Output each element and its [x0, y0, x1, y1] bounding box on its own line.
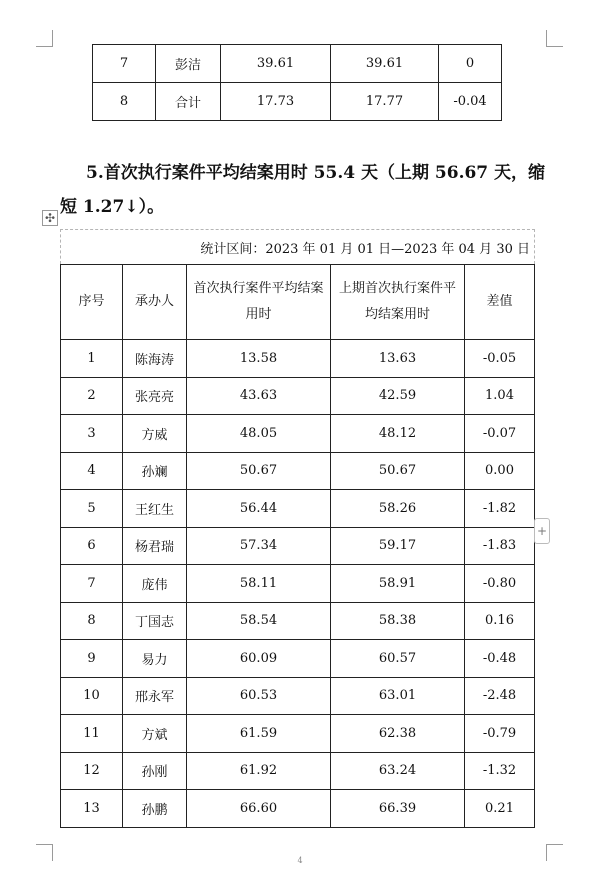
cell-difference: -1.82 — [465, 490, 535, 528]
table-row — [61, 677, 535, 715]
cell-previous: 39.61 — [331, 45, 439, 83]
cell-previous: 17.77 — [331, 83, 439, 121]
cell-previous: 66.39 — [331, 790, 465, 828]
cell-current: 13.58 — [187, 340, 331, 378]
cell-current: 48.05 — [187, 415, 331, 453]
cell-previous: 13.63 — [331, 340, 465, 378]
cell-index: 11 — [61, 715, 123, 753]
cell-current: 58.11 — [187, 565, 331, 603]
cell-current: 50.67 — [187, 452, 331, 490]
cell-handler: 孙斓 — [123, 452, 187, 490]
cell-handler: 王红生 — [123, 490, 187, 528]
cell-current: 56.44 — [187, 490, 331, 528]
add-column-icon[interactable]: + — [534, 518, 550, 544]
period-text: 统计区间：2023 年 01 月 01 日—2023 年 04 月 30 日 — [200, 242, 530, 257]
cell-index: 9 — [61, 640, 123, 678]
cell-previous: 62.38 — [331, 715, 465, 753]
cell-handler: 丁国志 — [123, 602, 187, 640]
cell-difference: 0.16 — [465, 602, 535, 640]
page-corner-mark — [36, 30, 53, 47]
cell-index: 10 — [61, 677, 123, 715]
cell-handler: 庞伟 — [123, 565, 187, 603]
table-move-icon[interactable]: ✣ — [42, 210, 58, 226]
table-row — [61, 640, 535, 678]
cell-difference: 0 — [439, 45, 502, 83]
table-row — [61, 565, 535, 603]
cell-index: 4 — [61, 452, 123, 490]
cell-index: 7 — [61, 565, 123, 603]
cell-previous: 50.67 — [331, 452, 465, 490]
page-corner-mark — [546, 30, 563, 47]
table-row — [61, 415, 535, 453]
cell-difference: 1.04 — [465, 377, 535, 415]
cell-handler: 合计 — [156, 83, 221, 121]
table-row — [61, 790, 535, 828]
period-row — [60, 229, 535, 264]
cell-difference: 0.21 — [465, 790, 535, 828]
cell-handler: 彭洁 — [156, 45, 221, 83]
header-previous-time: 上期首次执行案件平均结案用时 — [331, 265, 465, 340]
cell-previous: 42.59 — [331, 377, 465, 415]
cell-index: 12 — [61, 752, 123, 790]
cell-handler: 杨君瑞 — [123, 527, 187, 565]
cell-index: 5 — [61, 490, 123, 528]
heading-line-1: 5.首次执行案件平均结案用时 55.4 天（上期 56.67 天，缩 — [86, 163, 546, 183]
cell-previous: 58.26 — [331, 490, 465, 528]
main-table — [60, 264, 535, 828]
cell-current: 17.73 — [221, 83, 331, 121]
cell-current: 60.53 — [187, 677, 331, 715]
cell-index: 8 — [61, 602, 123, 640]
cell-handler: 方斌 — [123, 715, 187, 753]
cell-current: 39.61 — [221, 45, 331, 83]
cell-previous: 58.38 — [331, 602, 465, 640]
table-row — [61, 602, 535, 640]
cell-current: 61.59 — [187, 715, 331, 753]
cell-previous: 63.24 — [331, 752, 465, 790]
cell-difference: -0.05 — [465, 340, 535, 378]
page-number: 4 — [297, 856, 303, 865]
cell-difference: -0.04 — [439, 83, 502, 121]
cell-current: 66.60 — [187, 790, 331, 828]
main-table-header-row — [61, 265, 535, 340]
cell-difference: -0.79 — [465, 715, 535, 753]
cell-handler: 易力 — [123, 640, 187, 678]
table-row — [61, 490, 535, 528]
table-row — [61, 752, 535, 790]
cell-index: 7 — [93, 45, 156, 83]
header-difference: 差值 — [465, 265, 535, 340]
cell-current: 43.63 — [187, 377, 331, 415]
header-index: 序号 — [61, 265, 123, 340]
cell-index: 13 — [61, 790, 123, 828]
cell-handler: 邢永军 — [123, 677, 187, 715]
cell-previous: 48.12 — [331, 415, 465, 453]
cell-current: 61.92 — [187, 752, 331, 790]
header-handler: 承办人 — [123, 265, 187, 340]
cell-handler: 方威 — [123, 415, 187, 453]
table-row — [61, 377, 535, 415]
cell-handler: 孙刚 — [123, 752, 187, 790]
cell-previous: 58.91 — [331, 565, 465, 603]
heading-line-2: 短 1.27↓）。 — [60, 197, 165, 217]
table-row — [61, 715, 535, 753]
cell-difference: -1.32 — [465, 752, 535, 790]
table-row — [61, 527, 535, 565]
cell-previous: 59.17 — [331, 527, 465, 565]
cell-current: 58.54 — [187, 602, 331, 640]
section-heading — [60, 156, 560, 224]
cell-index: 6 — [61, 527, 123, 565]
cell-current: 57.34 — [187, 527, 331, 565]
table-row — [93, 83, 502, 121]
cell-handler: 陈海涛 — [123, 340, 187, 378]
table-row — [93, 45, 502, 83]
header-current-time: 首次执行案件平均结案用时 — [187, 265, 331, 340]
table-row — [61, 340, 535, 378]
cell-handler: 孙鹏 — [123, 790, 187, 828]
cell-previous: 60.57 — [331, 640, 465, 678]
top-table — [92, 44, 502, 121]
cell-current: 60.09 — [187, 640, 331, 678]
cell-difference: -0.48 — [465, 640, 535, 678]
cell-previous: 63.01 — [331, 677, 465, 715]
cell-index: 8 — [93, 83, 156, 121]
cell-difference: -0.07 — [465, 415, 535, 453]
table-row — [61, 452, 535, 490]
cell-index: 2 — [61, 377, 123, 415]
cell-difference: 0.00 — [465, 452, 535, 490]
cell-difference: -0.80 — [465, 565, 535, 603]
cell-difference: -1.83 — [465, 527, 535, 565]
cell-index: 1 — [61, 340, 123, 378]
cell-difference: -2.48 — [465, 677, 535, 715]
cell-index: 3 — [61, 415, 123, 453]
cell-handler: 张亮亮 — [123, 377, 187, 415]
